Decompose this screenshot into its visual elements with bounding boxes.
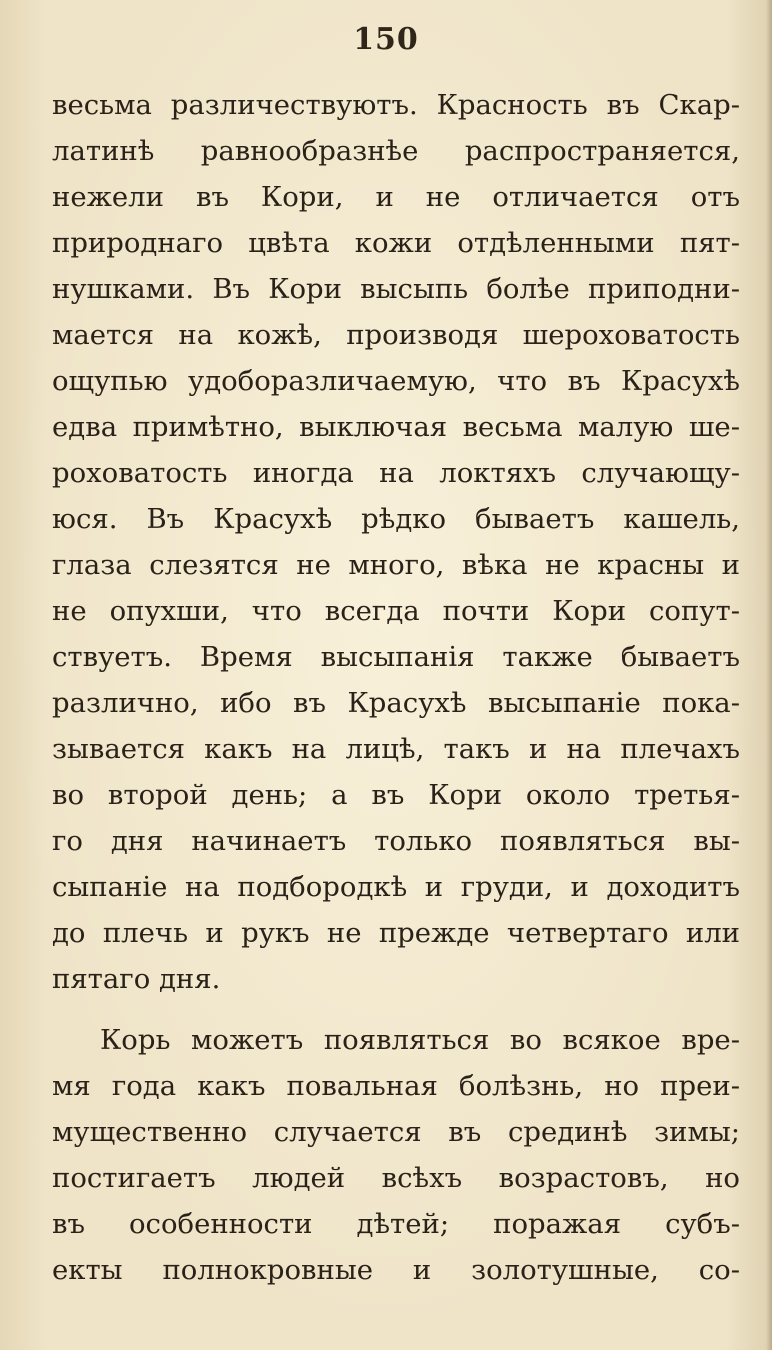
text-line: природнаго цвѣта кожи отдѣленными пят- <box>52 227 740 259</box>
text-line: ствуетъ. Время высыпанія также бываетъ <box>52 641 740 673</box>
text-line: пятаго дня. <box>52 963 221 995</box>
paragraph-1 <box>52 82 740 1002</box>
text-line: мается на кожѣ, производя шероховатость <box>52 319 740 351</box>
text-line: екты полнокровные и золотушные, со- <box>52 1254 740 1286</box>
page-number: 150 <box>353 22 419 57</box>
text-line: роховатость иногда на локтяхъ случающу- <box>52 457 740 489</box>
text-line: постигаетъ людей всѣхъ возрастовъ, но <box>52 1162 740 1194</box>
text-line: мущественно случается въ срединѣ зимы; <box>52 1116 740 1148</box>
text-line: ощупью удоборазличаемую, что въ Красухѣ <box>52 365 740 397</box>
text-line: различно, ибо въ Красухѣ высыпаніе пока- <box>52 687 740 719</box>
text-line: латинѣ равнообразнѣе распространяется, <box>52 135 740 167</box>
text-line: Корь можетъ появляться во всякое вре- <box>100 1024 740 1056</box>
text-line: глаза слезятся не много, вѣка не красны и <box>52 549 740 581</box>
paragraph-2 <box>52 1017 740 1293</box>
text-line: во второй день; а въ Кори около третья- <box>52 779 740 811</box>
text-line: зывается какъ на лицѣ, такъ и на плечахъ <box>52 733 740 765</box>
paragraph-gap <box>52 1002 740 1017</box>
text-line: до плечь и рукъ не прежде четвертаго или <box>52 917 740 949</box>
text-line: едва примѣтно, выключая весьма малую ше- <box>52 411 740 443</box>
text-line: сыпаніе на подбородкѣ и груди, и доходитъ <box>52 871 740 903</box>
body-text <box>52 82 740 1293</box>
text-line: юся. Въ Красухѣ рѣдко бываетъ кашель, <box>52 503 740 535</box>
text-line: нушками. Въ Кори высыпь болѣе приподни- <box>52 273 740 305</box>
text-line: не опухши, что всегда почти Кори сопут- <box>52 595 740 627</box>
page-edge-shadow <box>766 0 772 1350</box>
text-line: въ особенности дѣтей; поражая субъ- <box>52 1208 740 1240</box>
text-line: го дня начинаетъ только появляться вы- <box>52 825 740 857</box>
text-line: нежели въ Кори, и не отличается отъ <box>52 181 740 213</box>
text-line: мя года какъ повальная болѣзнь, но преи- <box>52 1070 740 1102</box>
text-line: весьма различествуютъ. Красность въ Скар- <box>52 89 740 121</box>
